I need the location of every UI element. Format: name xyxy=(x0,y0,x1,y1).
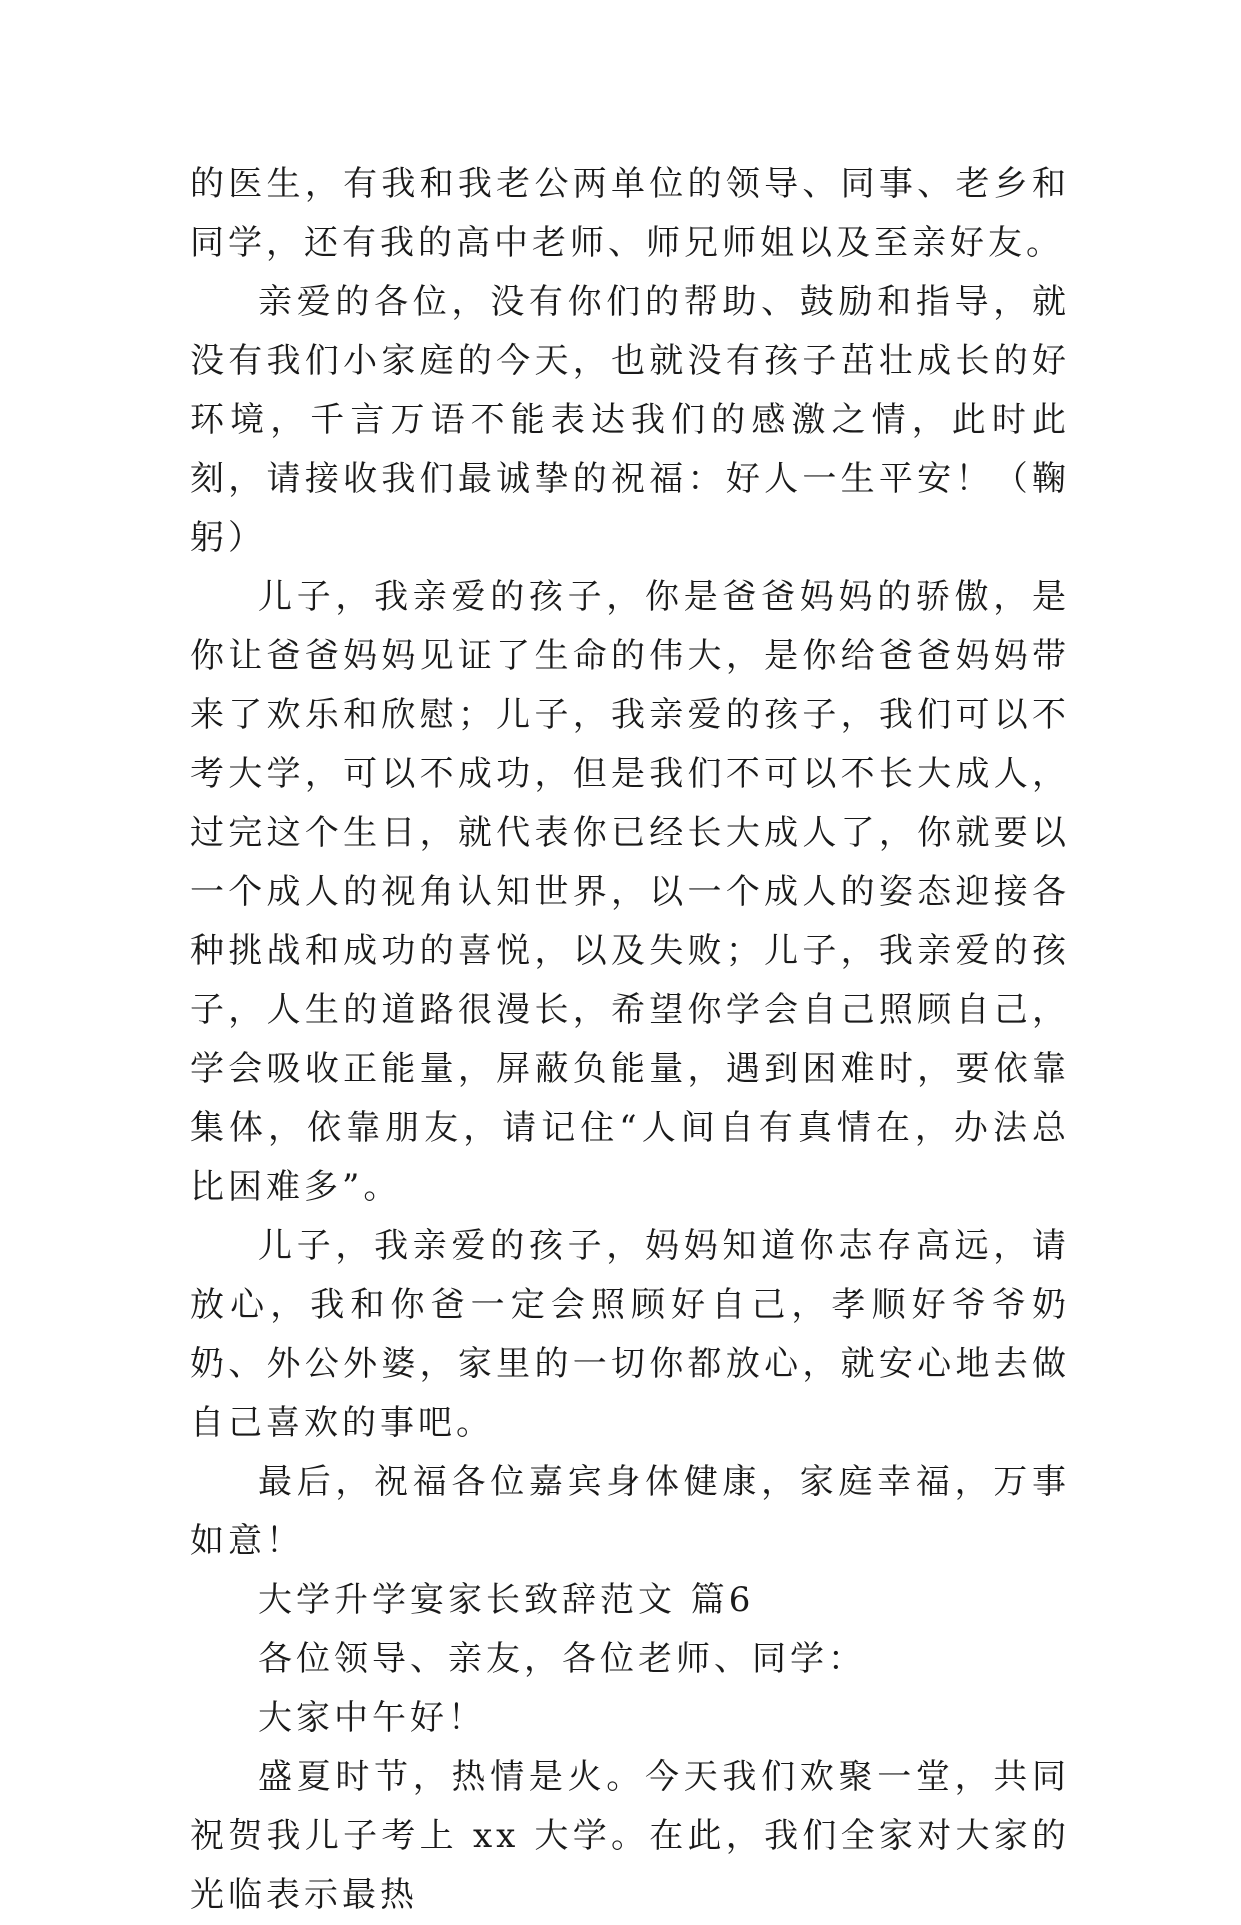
paragraph-thanks: 亲爱的各位，没有你们的帮助、鼓励和指导，就没有我们小家庭的今天，也就没有孩子茁壮成长的好环境，千言万语不能表达我们的感激之情，此时此刻，请接收我们最诚挚的祝福：好人一生平安！（鞠躬） xyxy=(190,282,1070,558)
paragraph-continuation: 的医生，有我和我老公两单位的领导、同事、老乡和同学，还有我的高中老师、师兄师姐以及至亲好友。 xyxy=(190,164,1070,263)
paragraph-reassurance: 儿子，我亲爱的孩子，妈妈知道你志存高远，请放心，我和你爸一定会照顾好自己，孝顺好爷爷奶奶、外公外婆，家里的一切你都放心，就安心地去做自己喜欢的事吧。 xyxy=(190,1226,1070,1443)
greeting: 大家中午好！ xyxy=(258,1698,486,1738)
body-text xyxy=(190,155,1070,1925)
paragraph-son-message: 儿子，我亲爱的孩子，你是爸爸妈妈的骄傲，是你让爸爸妈妈见证了生命的伟大，是你给爸爸妈妈带来了欢乐和欣慰；儿子，我亲爱的孩子，我们可以不考大学，可以不成功，但是我们不可以不长大成人，过完这个生日，就代表你已经长大成人了，你就要以一个成人的视角认知世界，以一个成人的姿态迎接各种挑战和成功的喜悦，以及失败；儿子，我亲爱的孩子，人生的道路很漫长，希望你学会自己照顾自己，学会吸收正能量，屏蔽负能量，遇到困难时，要依靠集体，依靠朋友，请记住“人间自有真情在，办法总比困难多”。 xyxy=(190,577,1070,1207)
paragraph-closing-wishes: 最后，祝福各位嘉宾身体健康，家庭幸福，万事如意！ xyxy=(190,1462,1070,1561)
section-heading: 大学升学宴家长致辞范文 篇6 xyxy=(258,1580,755,1620)
paragraph-opening: 盛夏时节，热情是火。今天我们欢聚一堂，共同祝贺我儿子考上 xx 大学。在此，我们全家对大家的光临表示最热 xyxy=(190,1757,1070,1915)
salutation: 各位领导、亲友，各位老师、同学： xyxy=(258,1639,866,1679)
